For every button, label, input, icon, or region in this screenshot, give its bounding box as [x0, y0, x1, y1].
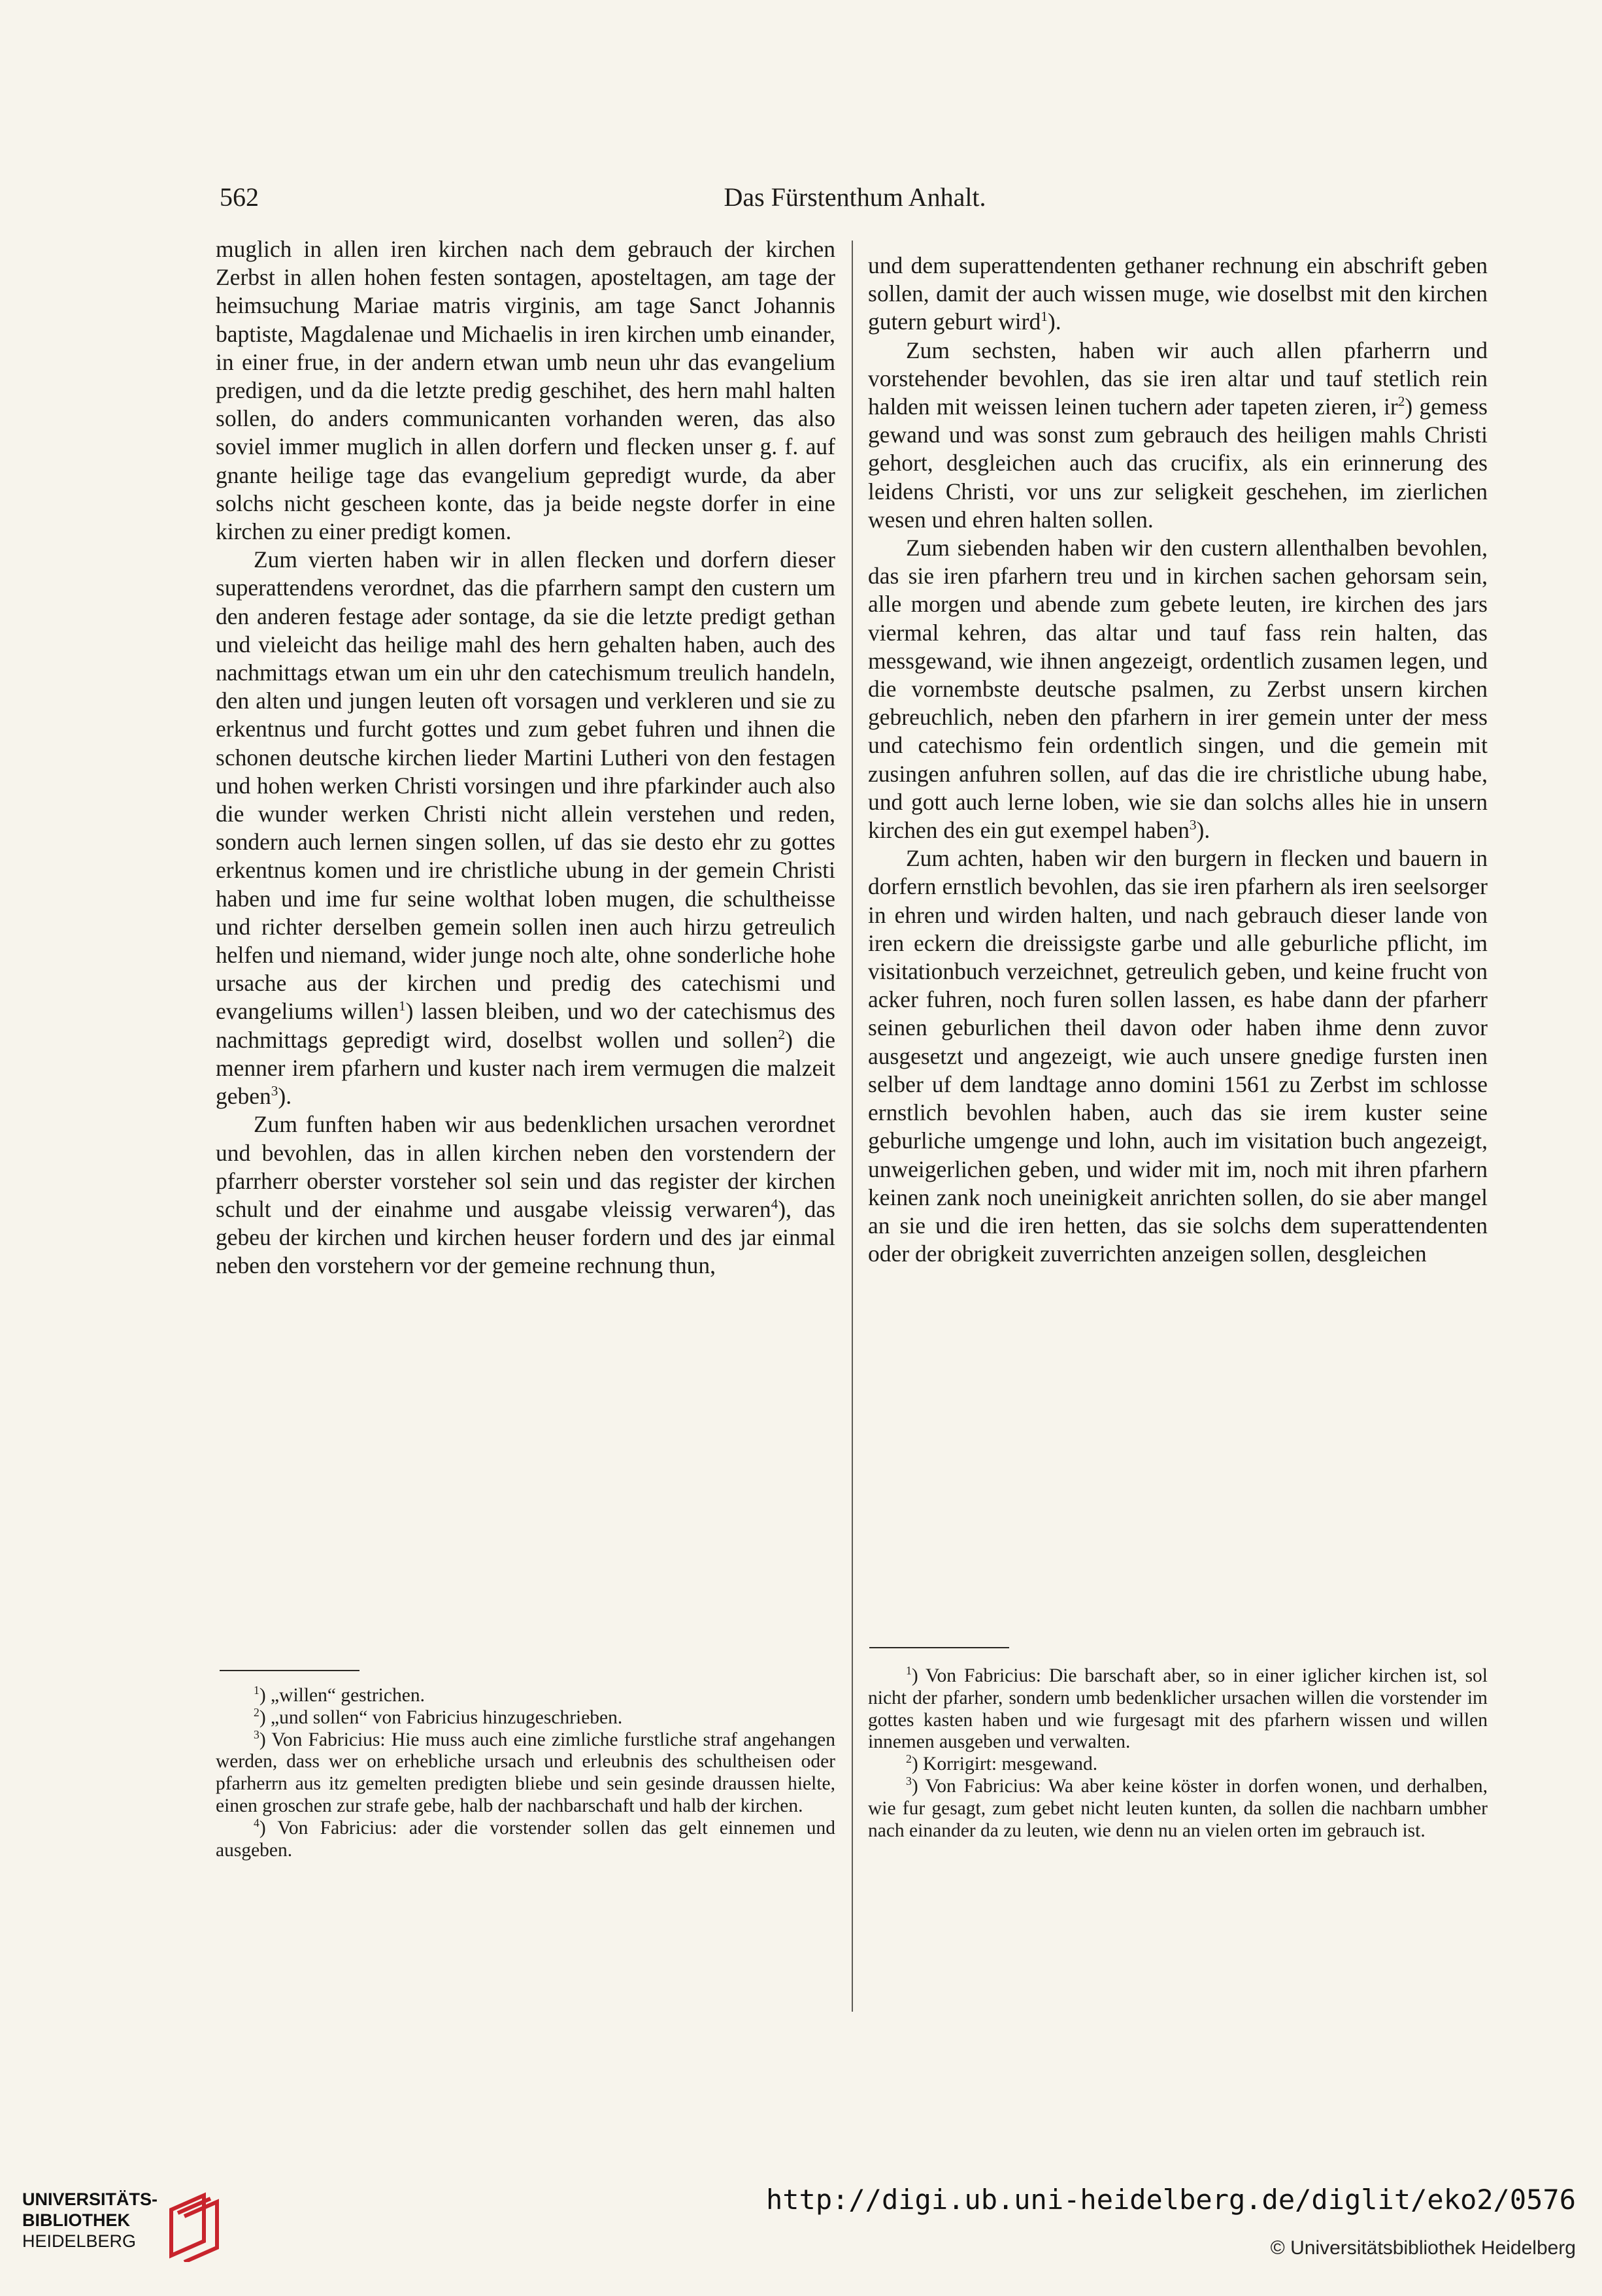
footnote: $^3$) Von Fabricius: Hie muss auch eine zimliche furstliche straf angehangen werden, dass wer on erhebliche ursach und erleubnis des schultheisen oder pfarherrn aus itz gemelten predigten bliebe und sein gesinde draussen hielte, einen groschen zur strafe gebe, halb der nachbarschaft und halb der kirchen.: [216, 1727, 835, 1816]
footnote: $^1$) Von Fabricius: Die barschaft aber, so in einer iglicher kirchen ist, sol nicht der pfarher, sondern umb bedenklicher ursachen willen die vorstender im gottes kasten haben und wie furgesagt mit des pfarhern wissen und willen innemen ausgeben und verwalten.: [868, 1664, 1488, 1753]
library-name: UNIVERSITÄTS- BIBLIOTHEK HEIDELBERG: [22, 2189, 158, 2251]
page-header: [220, 182, 1490, 221]
page-number: 562: [220, 182, 259, 212]
left-column: [216, 235, 835, 1280]
right-column: [868, 252, 1488, 1268]
paragraph: und dem superattendenten gethaner rechnung ein abschrift geben sollen, damit der auch wissen muge, wie doselbst mit den kirchen gutern geburt wird$^1$).: [868, 252, 1488, 335]
permalink-url[interactable]: http://digi.ub.uni-heidelberg.de/diglit/eko2/0576: [765, 2184, 1576, 2216]
footnote-ref[interactable]: 2: [778, 1026, 786, 1042]
footnote-ref[interactable]: 3: [271, 1083, 278, 1099]
column-divider: [852, 241, 853, 2012]
footnotes-left: [216, 1685, 835, 1861]
footnote: $^3$) Von Fabricius: Wa aber keine köster in dorfen wonen, und derhalben, wie fur gesagt, zum gebet nicht leuten kunten, da sollen die nachbarn umbher nach einander da zu leuten, wie denn nu an vielen orten im gebrauch ist.: [868, 1774, 1488, 1841]
footnotes-right: [868, 1665, 1488, 1842]
library-emblem-icon: [158, 2190, 230, 2262]
footnote: $^2$) Korrigirt: mesgewand.: [906, 1752, 1098, 1775]
paragraph: Zum funften haben wir aus bedenklichen ursachen verordnet und bevohlen, das in allen kirchen neben den vorstendern der pfarrherr oberster vorsteher sol sein und das register der kirchen schult und der einahme und ausgabe vleissig verwaren$^4$), das gebeu der kirchen und kirchen heuser fordern und des jar einmal neben den vorstehern vor der gemeine rechnung thun,: [216, 1111, 835, 1279]
paragraph: Zum siebenden haben wir den custern allenthalben bevohlen, das sie iren pfarhern treu und in kirchen sachen gehorsam sein, alle morgen und abende zum gebete leuten, ire kirchen des jars viermal kehren, das altar und tauf fass rein halten, das messgewand, wie ihnen angezeigt, ordentlich zusamen legen, und die vornembste deutsche psalmen, zu Zerbst unsern kirchen gebreuchlich, neben den pfarhern in irer gemein unter der mess und catechismo fein ordentlich singen, und die gemein mit zusingen anfuhren sollen, auf das die ire christliche ubung habe, und gott auch lerne loben, wie sie dan solchs alles hie in unsern kirchen des ein gut exempel haben$^3$).: [868, 535, 1488, 844]
footnote-ref[interactable]: 1: [398, 998, 406, 1014]
footer-bar: [0, 2160, 1602, 2296]
paragraph: Zum sechsten, haben wir auch allen pfarherrn und vorstehender bevohlen, das sie iren altar und tauf stetlich rein halden mit weissen leinen tuchern ader tapeten zieren, $ir^2$) gemess gewand und was sonst zum gebrauch des heiligen mahls Christi gehort, desgleichen auch das crucifix, als ein erinnerung des leidens Christi, vor uns zur seligkeit geschehen, im zierlichen wesen und ehren halten sollen.: [868, 337, 1488, 533]
library-logo[interactable]: [22, 2189, 238, 2274]
footnote-ref[interactable]: 1: [1041, 308, 1048, 325]
footnote-ref[interactable]: 2: [1397, 393, 1405, 410]
paragraph: muglich in allen iren kirchen nach dem gebrauch der kirchen Zerbst in allen hohen festen sontagen, aposteltagen, am tage der heimsuchung Mariae matris virginis, am tage Sanct Johannis baptiste, Magdalenae und Michaelis in iren kirchen umb einander, in einer frue, in der andern etwan umb neun uhr das evangelium predigen, und da die letzte predig geschihet, des hern mahl halten sollen, do anders communicanten vorhanden weren, das also soviel immer muglich in allen dorfern und flecken unser g. f. auf gnante heilige tage das evangelium gepredigt wurde, da aber solchs nicht gescheen konte, das ja beide negste dorfer in eine kirchen zu einer predigt komen.: [216, 236, 835, 545]
footnote-ref[interactable]: 4: [771, 1196, 778, 1212]
paragraph: Zum vierten haben wir in allen flecken und dorfern dieser superattendens verordnet, das die pfarrhern sampt den custern um den anderen festage ader sontage, da sie die letzte predigt gethan und vieleicht das heilige mahl des hern gehalten haben, auch des nachmittags etwan um ein uhr den catechismum treulich handeln, den alten und jungen leuten oft vorsagen und verkleren und sie zu erkentnus und furcht gottes und zum gebet fuhren und ihnen die schonen deutsche kirchen lieder Martini Lutheri von den festagen und hohen werken Christi vorsingen und ihre pfarkinder auch also die wunder werken Christi nicht allein verstehen und reden, sondern auch lernen singen sollen, uf das sie desto ehr zu gottes erkentnus komen und ire christliche ubung in der gemein Christi haben und ime fur seine wolthat loben mugen, die schultheisse und richter derselben gemein sollen inen auch hirzu getreulich helfen und niemand, wider junge noch alte, ohne sonderliche hohe ursache aus der kirchen und predig des catechismi und evangeliums willen$^1$) lassen bleiben, und wo der catechismus des nachmittags gepredigt wird, doselbst wollen und sollen$^2$) die menner irem pfarhern und kuster nach irem vermugen die malzeit geben$^3$).: [216, 546, 835, 1110]
footnote-rule: [220, 1670, 359, 1671]
copyright-notice: © Universitätsbibliothek Heidelberg: [1270, 2237, 1576, 2259]
footnote-ref[interactable]: 3: [1189, 817, 1197, 833]
footnote-rule: [869, 1647, 1009, 1648]
paragraph: Zum achten, haben wir den burgern in flecken und bauern in dorfern ernstlich bevohlen, das sie iren pfarhern als iren seelsorger in ehren und wirden halten, und nach gebrauch dieser lande von iren eckern die dreissigste garbe und alle geburliche pflicht, im visitationbuch verzeichnet, getreulich geben, und keine frucht von acker fuhren, noch furen sollen lassen, es habe dann der pfarherr seinen geburlichen theil davon oder haben ihme denn zuvor ausgesetzt und angezeigt, wie auch unsere gnedige fursten inen selber uf dem landtage anno domini 1561 zu Zerbst im schlosse ernstlich bevohlen haben, auch das sie irem kuster seine geburliche umgenge und lohn, auch im visitation buch angezeigt, unweigerlichen geben, und wider mit im, noch mit ihren pfarhern keinen zank noch uneinigkeit anrichten sollen, do sie aber mangel an sie und die iren hetten, das sie solchs dem superattendenten oder der obrigkeit zuverrichten anzeigen sollen, desgleichen: [868, 845, 1488, 1267]
footnote: $^1$) „willen“ gestrichen.: [254, 1684, 425, 1706]
footnote: $^2$) „und sollen“ von Fabricius hinzugeschrieben.: [254, 1705, 623, 1728]
footnote: $^4$) Von Fabricius: ader die vorstender sollen das gelt einnemen und ausgeben.: [216, 1816, 835, 1861]
running-title: Das Fürstenthum Anhalt.: [724, 182, 986, 212]
